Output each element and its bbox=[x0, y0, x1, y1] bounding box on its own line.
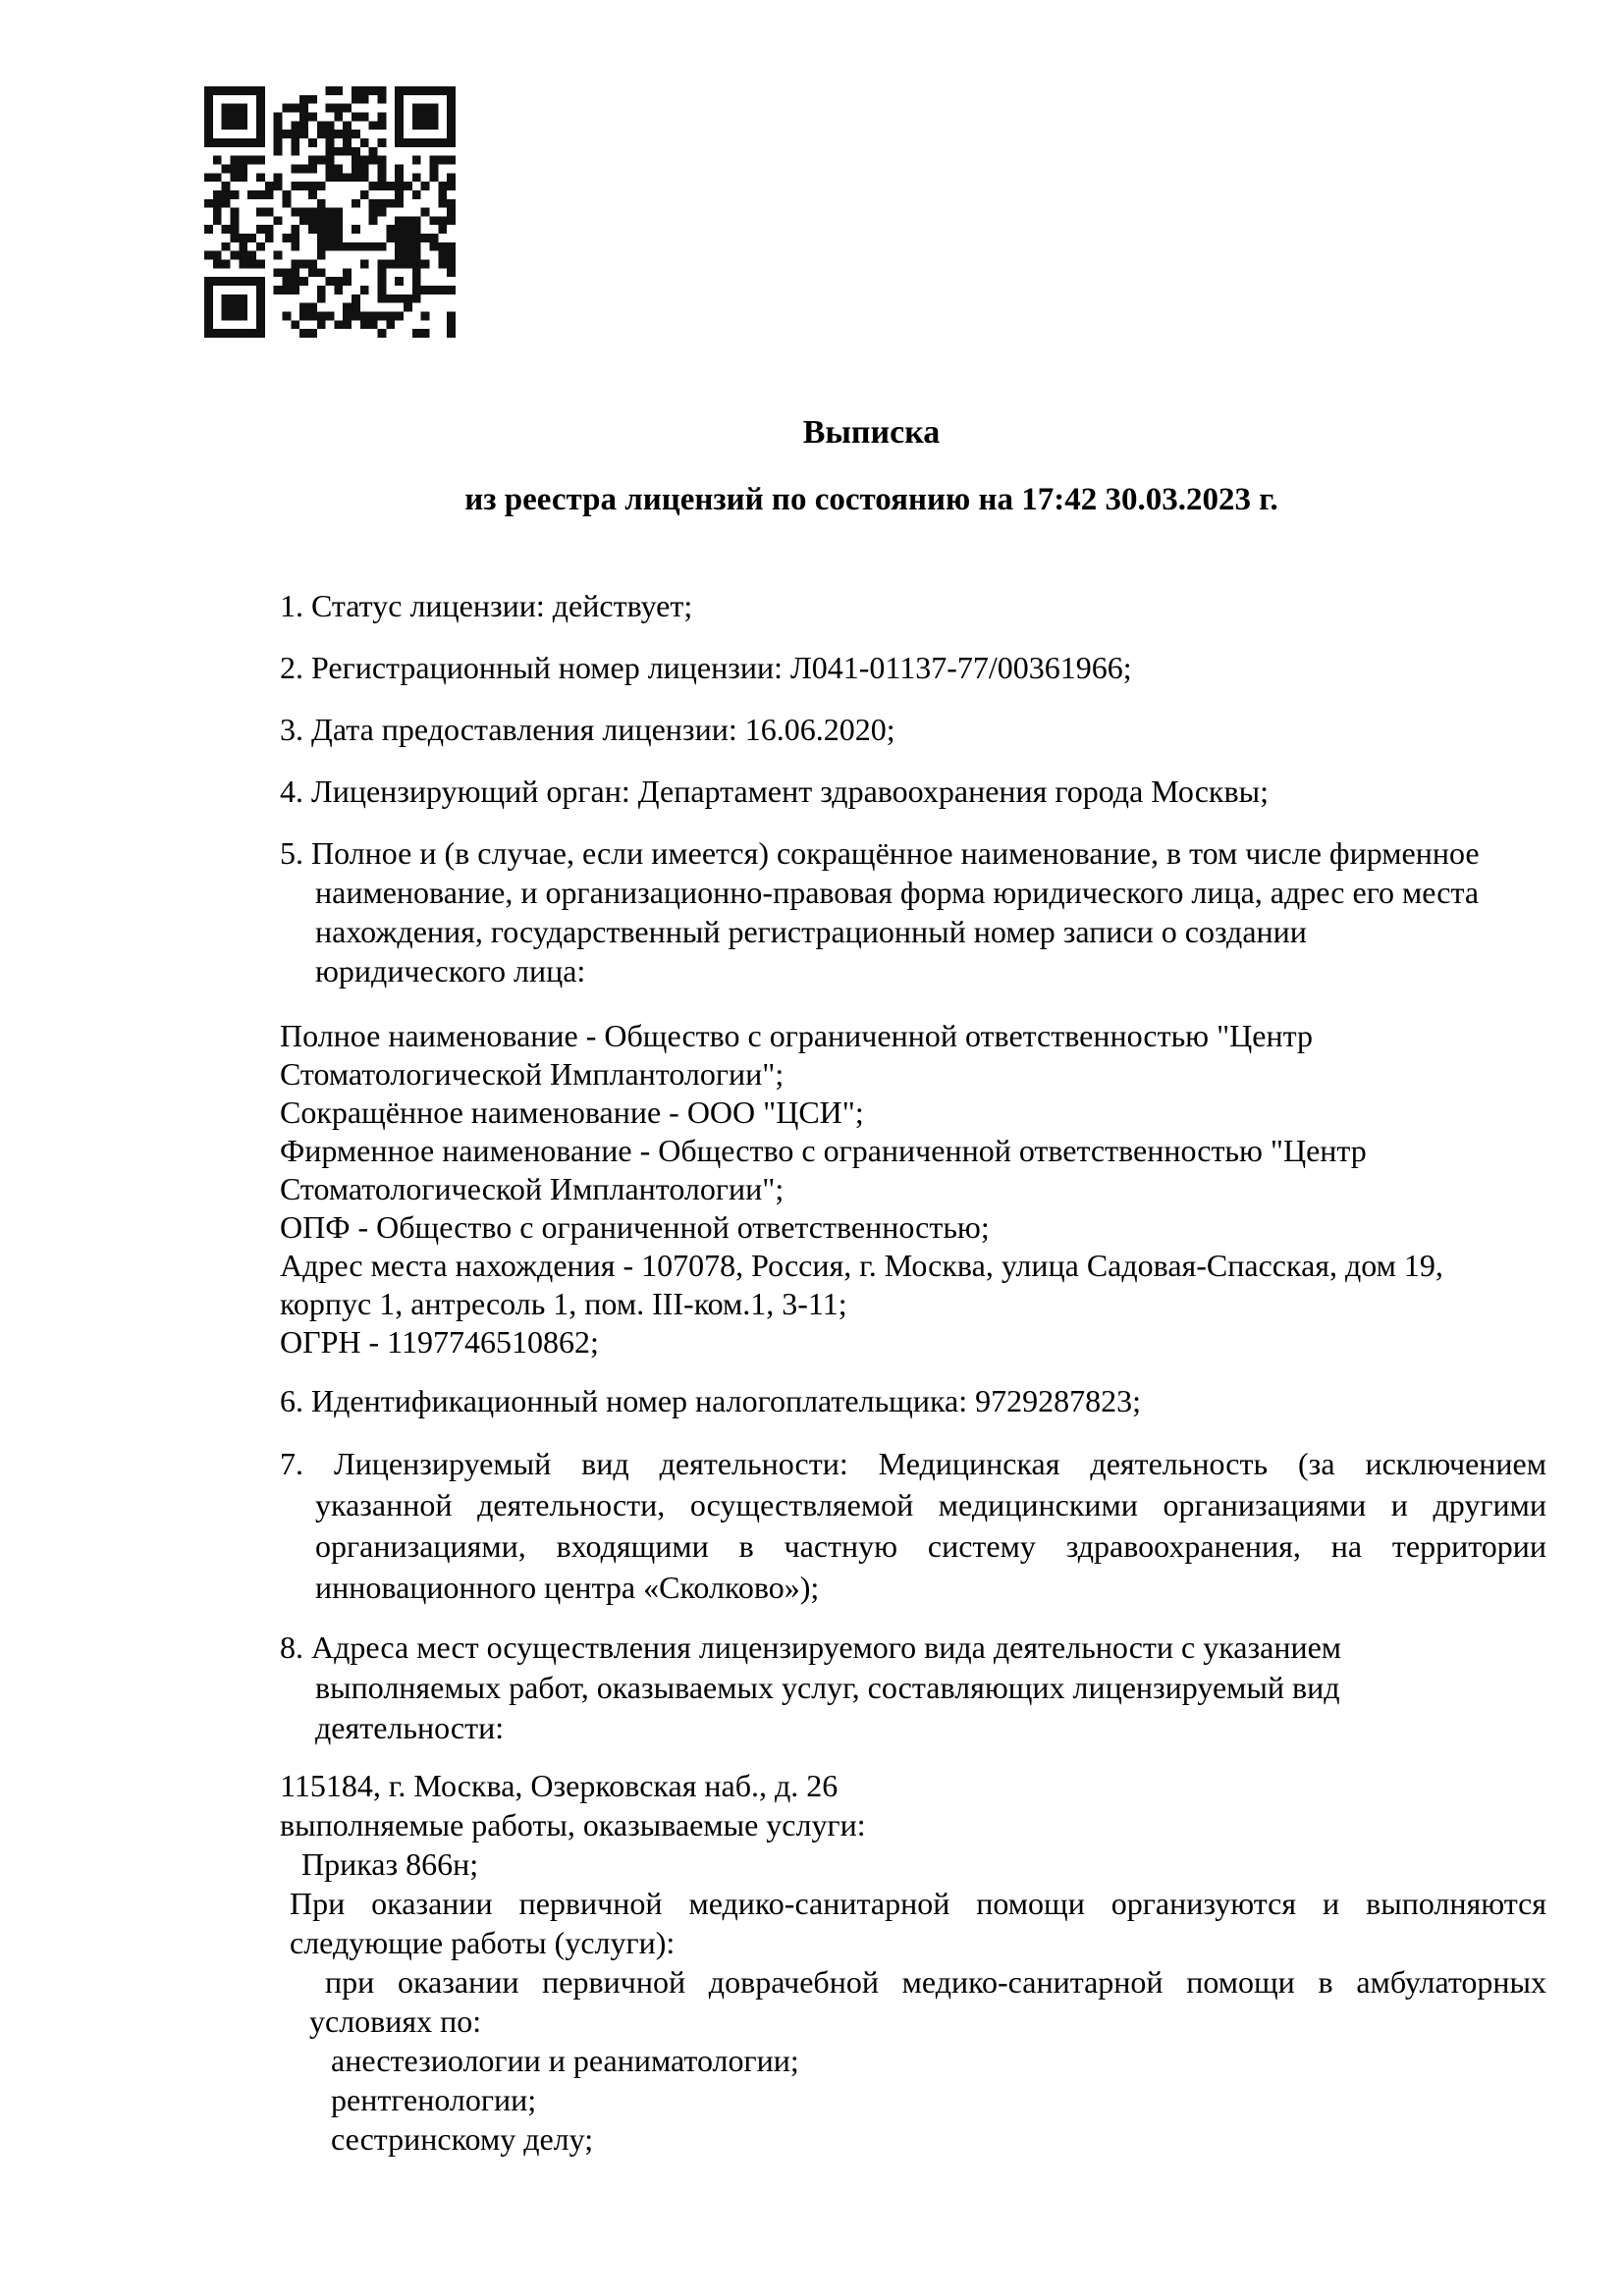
subwork-paragraph-line: условиях по: bbox=[309, 2003, 482, 2039]
item-number: 5. bbox=[280, 835, 303, 871]
item-number: 4. bbox=[280, 774, 303, 809]
item-line bbox=[280, 833, 1546, 873]
service-line: рентгенологии; bbox=[331, 2082, 537, 2117]
item-text: Лицензирующий орган: Департамент здравоохранения города Москвы; bbox=[311, 774, 1269, 809]
list-item-7 bbox=[280, 1443, 1546, 1608]
item-line bbox=[280, 1443, 1546, 1484]
item-text: Лицензируемый вид деятельности: Медицинская деятельность (за исключением bbox=[333, 1446, 1547, 1481]
document-body bbox=[280, 0, 1546, 2159]
company-address-line: Адрес места нахождения - 107078, Россия, г. Москва, улица Садовая-Спасская, дом 19, bbox=[280, 1248, 1443, 1283]
list-item-5 bbox=[280, 833, 1546, 990]
item-number: 8. bbox=[280, 1629, 303, 1665]
item-line: организациями, входящими в частную систему здравоохранения, на территории bbox=[315, 1528, 1546, 1564]
company-full-name-line: Полное наименование - Общество с ограниченной ответственностью "Центр bbox=[280, 1018, 1313, 1053]
item-text: Дата предоставления лицензии: 16.06.2020; bbox=[311, 712, 895, 747]
item-line bbox=[280, 1628, 1546, 1668]
company-brand-name-line: Стоматологической Имплантологии"; bbox=[280, 1171, 785, 1206]
item-number: 1. bbox=[280, 588, 303, 623]
works-paragraph-line: При оказании первичной медико-санитарной помощи организуются и выполняются bbox=[290, 1886, 1546, 1921]
company-full-name-line: Стоматологической Имплантологии"; bbox=[280, 1056, 785, 1092]
item-line: юридического лица: bbox=[315, 953, 586, 988]
item-text: Статус лицензии: действует; bbox=[311, 588, 693, 623]
company-address-line: корпус 1, антресоль 1, пом. III-ком.1, 3-11; bbox=[280, 1286, 847, 1321]
works-paragraph-line: следующие работы (услуги): bbox=[290, 1925, 676, 1960]
item-text: Полное и (в случае, если имеется) сокращённое наименование, в том числе фирменное bbox=[311, 835, 1480, 871]
item-number: 3. bbox=[280, 712, 303, 747]
service-line: анестезиологии и реаниматологии; bbox=[331, 2043, 799, 2078]
list-item-4 bbox=[280, 772, 1546, 811]
company-ogrn-line: ОГРН - 1197746510862; bbox=[280, 1324, 599, 1360]
list-item-2 bbox=[280, 648, 1546, 687]
company-details-block bbox=[280, 1017, 1546, 1362]
item-line: нахождения, государственный регистрационный номер записи о создании bbox=[315, 914, 1307, 949]
item-text: Идентификационный номер налогоплательщика: 9729287823; bbox=[311, 1383, 1141, 1418]
activity-address-line: 115184, г. Москва, Озерковская наб., д. 26 bbox=[280, 1768, 839, 1803]
item-line: деятельности: bbox=[315, 1710, 505, 1745]
list-item-3 bbox=[280, 710, 1546, 749]
order-line: Приказ 866н; bbox=[301, 1846, 479, 1882]
item-line: указанной деятельности, осуществляемой медицинскими организациями и другими bbox=[315, 1487, 1546, 1522]
item-text: Регистрационный номер лицензии: Л041-01137-77/00361966; bbox=[311, 650, 1132, 685]
item-line: наименование, и организационно-правовая форма юридического лица, адрес его места bbox=[315, 875, 1480, 910]
company-opf-line: ОПФ - Общество с ограниченной ответственностью; bbox=[280, 1209, 990, 1245]
activity-addresses-block bbox=[280, 1766, 1546, 2159]
document-subtitle: из реестра лицензий по состоянию на 17:42 30.03.2023 г. bbox=[464, 482, 1278, 517]
item-line: инновационного центра «Сколково»); bbox=[315, 1570, 820, 1605]
list-item-6 bbox=[280, 1381, 1546, 1420]
item-number: 2. bbox=[280, 650, 303, 685]
company-short-name-line: Сокращённое наименование - ООО "ЦСИ"; bbox=[280, 1095, 864, 1130]
item-number: 7. bbox=[280, 1446, 303, 1481]
company-brand-name-line: Фирменное наименование - Общество с ограниченной ответственностью "Центр bbox=[280, 1133, 1367, 1168]
item-number: 6. bbox=[280, 1383, 303, 1418]
service-line: сестринскому делу; bbox=[331, 2121, 594, 2157]
item-line: выполняемых работ, оказываемых услуг, составляющих лицензируемый вид bbox=[315, 1670, 1340, 1705]
list-item-8 bbox=[280, 1628, 1546, 1748]
document-title: Выписка bbox=[802, 414, 941, 451]
subwork-paragraph-line: при оказании первичной доврачебной медико-санитарной помощи в амбулаторных bbox=[325, 1964, 1546, 2000]
item-text: Адреса мест осуществления лицензируемого вида деятельности с указанием bbox=[311, 1629, 1342, 1665]
works-intro-line: выполняемые работы, оказываемые услуги: bbox=[280, 1807, 866, 1842]
list-item-1 bbox=[280, 586, 1546, 625]
